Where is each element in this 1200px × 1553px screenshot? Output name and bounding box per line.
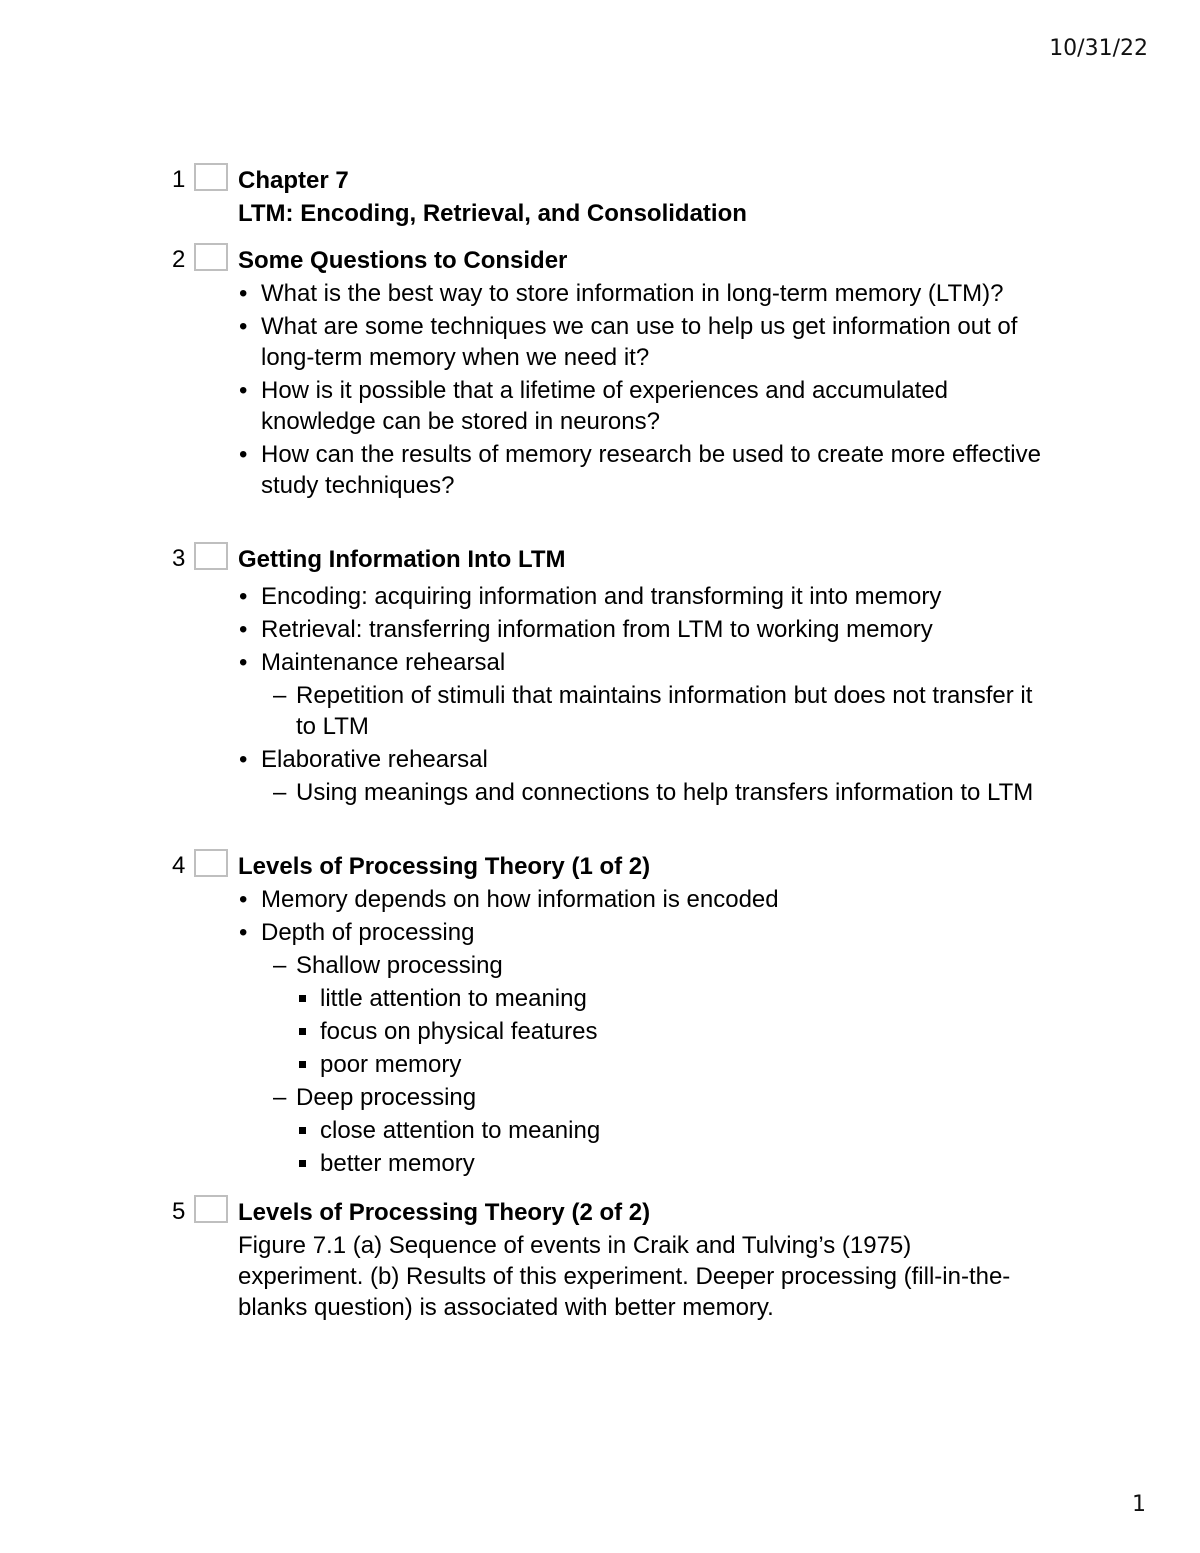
slide-number: 2 — [172, 246, 186, 273]
bullet-item: • Encoding: acquiring information and transforming it into memory — [238, 581, 1048, 612]
sub-bullet-item: – Repetition of stimuli that maintains information but does not transfer it to LTM — [238, 680, 1048, 742]
slide-title: Levels of Processing Theory (1 of 2) — [238, 853, 651, 880]
slide-number: 3 — [172, 545, 186, 572]
slide-thumbnail[interactable] — [194, 243, 228, 271]
sub-sub-bullet-item: focus on physical features — [238, 1016, 1048, 1047]
sub-sub-bullet-item: close attention to meaning — [238, 1115, 1048, 1146]
slide-content — [238, 544, 1048, 808]
slide-thumbnail[interactable] — [194, 542, 228, 570]
sub-bullet-item: – Using meanings and connections to help transfers information to LTM — [238, 777, 1048, 808]
slide-title: Levels of Processing Theory (2 of 2) — [238, 1199, 651, 1226]
chapter-subtitle: LTM: Encoding, Retrieval, and Consolidation — [238, 200, 747, 227]
slide-title: Getting Information Into LTM — [238, 546, 566, 573]
slide-content — [238, 165, 1048, 229]
print-date: 10/31/22 — [1049, 36, 1148, 61]
slide-thumbnail[interactable] — [194, 849, 228, 877]
slide-number: 5 — [172, 1198, 186, 1225]
bullet-item: • Elaborative rehearsal — [238, 744, 1048, 775]
sub-sub-bullet-item: poor memory — [238, 1049, 1048, 1080]
bullet-item: • What is the best way to store information in long-term memory (LTM)? — [238, 278, 1048, 309]
figure-caption: Figure 7.1 (a) Sequence of events in Craik and Tulving’s (1975) experiment. (b) Results of this experiment. Deeper processing (fill-in-the-blanks question) is associated with better memory. — [238, 1232, 1011, 1321]
slide-title: Some Questions to Consider — [238, 247, 568, 274]
bullet-item: • Maintenance rehearsal — [238, 647, 1048, 678]
bullet-item: • Depth of processing — [238, 917, 1048, 948]
slide-number: 4 — [172, 852, 186, 879]
sub-sub-bullet-item: little attention to meaning — [238, 983, 1048, 1014]
slide-thumbnail[interactable] — [194, 1195, 228, 1223]
bullet-item: • Memory depends on how information is encoded — [238, 884, 1048, 915]
slide-thumbnail[interactable] — [194, 163, 228, 191]
bullet-item: • What are some techniques we can use to help us get information out of long-term memory when we need it? — [238, 311, 1048, 373]
slide-content — [238, 1197, 1038, 1323]
sub-sub-bullet-item: better memory — [238, 1148, 1048, 1179]
sub-bullet-item: – Shallow processing — [238, 950, 1048, 981]
slide-content — [238, 851, 1048, 1179]
sub-bullet-item: – Deep processing — [238, 1082, 1048, 1113]
chapter-title: Chapter 7 — [238, 167, 349, 194]
page-number: 1 — [1132, 1492, 1146, 1517]
slide-content — [238, 245, 1048, 501]
bullet-item: • How is it possible that a lifetime of experiences and accumulated knowledge can be stored in neurons? — [238, 375, 1048, 437]
bullet-item: • Retrieval: transferring information from LTM to working memory — [238, 614, 1048, 645]
bullet-item: • How can the results of memory research be used to create more effective study techniques? — [238, 439, 1048, 501]
slide-number: 1 — [172, 166, 186, 193]
